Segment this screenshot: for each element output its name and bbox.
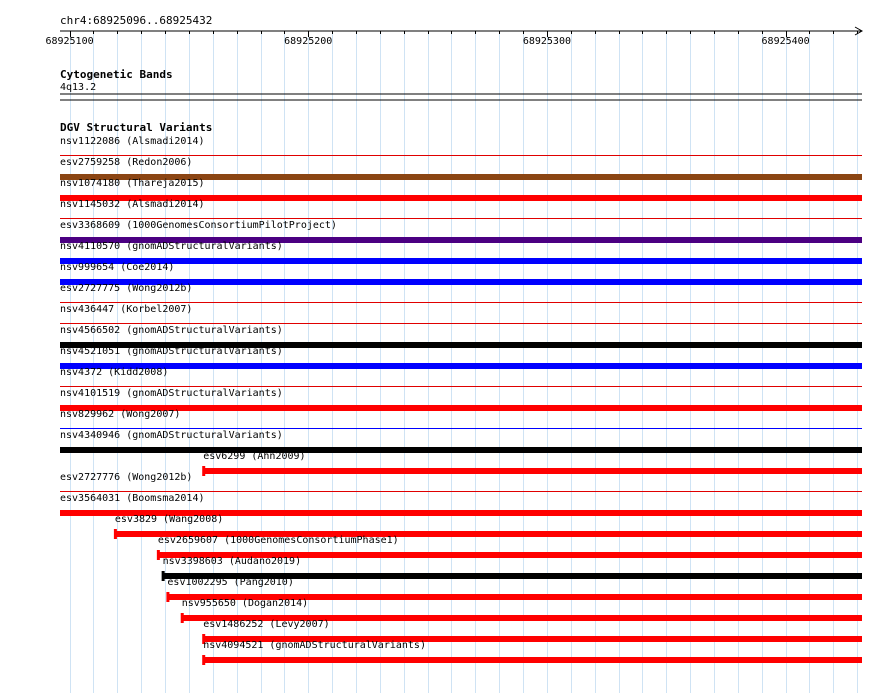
variant-label: nsv955650 (Dogan2014) xyxy=(181,598,309,609)
variant-feature[interactable] xyxy=(60,283,862,303)
variant-label: nsv1145032 (Alsmadi2014) xyxy=(60,199,205,210)
variant-label: esv1002295 (Pang2010) xyxy=(167,577,294,588)
variant-start-cap xyxy=(114,529,117,539)
variant-bar[interactable] xyxy=(60,155,862,156)
variant-feature[interactable] xyxy=(202,640,862,665)
cytogenetic-band-label: 4q13.2 xyxy=(60,82,97,93)
variant-label: esv6299 (Ahn2009) xyxy=(203,451,306,462)
variant-label: nsv1122086 (Alsmadi2014) xyxy=(60,136,205,147)
variant-start-cap xyxy=(157,550,160,560)
variant-label: esv2659607 (1000GenomesConsortiumPhase1) xyxy=(157,535,399,546)
variant-label: esv3368609 (1000GenomesConsortiumPilotProject) xyxy=(60,220,337,231)
cytogenetic-bands-track[interactable] xyxy=(60,68,862,100)
variant-label: nsv4521051 (gnomADStructuralVariants) xyxy=(60,346,283,357)
variant-feature[interactable] xyxy=(60,220,862,243)
variant-feature[interactable] xyxy=(60,178,862,201)
variant-label: nsv4110570 (gnomADStructuralVariants) xyxy=(60,241,283,252)
variant-label: nsv4094521 (gnomADStructuralVariants) xyxy=(203,640,426,651)
variant-start-cap xyxy=(166,592,169,602)
variant-feature[interactable] xyxy=(60,262,862,285)
variant-feature[interactable] xyxy=(60,157,862,180)
dgv-track-title: DGV Structural Variants xyxy=(60,121,213,134)
variant-label: nsv3398603 (Audano2019) xyxy=(162,556,302,567)
variant-label: nsv829962 (Wong2007) xyxy=(60,409,181,420)
variant-label: esv2727775 (Wong2012b) xyxy=(60,283,193,294)
variant-bar[interactable] xyxy=(203,657,862,663)
variant-bar[interactable] xyxy=(60,363,862,369)
variant-feature[interactable] xyxy=(60,493,862,516)
variant-bar[interactable] xyxy=(60,218,862,219)
variant-bar[interactable] xyxy=(60,302,862,303)
variant-feature[interactable] xyxy=(202,451,862,476)
variant-feature[interactable] xyxy=(60,367,862,387)
dgv-structural-variants-track[interactable] xyxy=(60,121,862,665)
variant-feature[interactable] xyxy=(60,346,862,369)
variant-start-cap xyxy=(202,655,205,665)
variant-label: nsv1074180 (Thareja2015) xyxy=(60,178,205,189)
variant-bar[interactable] xyxy=(60,323,862,324)
variant-bar[interactable] xyxy=(60,386,862,387)
variant-feature[interactable] xyxy=(60,136,862,156)
variant-feature[interactable] xyxy=(60,409,862,429)
variant-label: nsv999654 (Coe2014) xyxy=(60,262,175,273)
ruler-position-label: chr4:68925096..68925432 xyxy=(60,14,213,27)
variant-start-cap xyxy=(162,571,165,581)
variant-label: nsv4340946 (gnomADStructuralVariants) xyxy=(60,430,283,441)
variant-label: nsv436447 (Korbel2007) xyxy=(60,304,193,315)
variant-feature[interactable] xyxy=(60,430,862,453)
variant-bar[interactable] xyxy=(60,447,862,453)
variant-label: nsv4372 (Kidd2008) xyxy=(60,367,169,378)
variant-feature[interactable] xyxy=(60,199,862,219)
ruler[interactable] xyxy=(45,14,862,47)
ruler-tick-label: 68925400 xyxy=(761,36,810,47)
variant-label: esv2727776 (Wong2012b) xyxy=(60,472,193,483)
cytogenetic-track-title: Cytogenetic Bands xyxy=(60,68,173,81)
variant-feature[interactable] xyxy=(60,388,862,411)
variant-bar[interactable] xyxy=(203,468,862,474)
ruler-tick-label: 68925200 xyxy=(284,36,333,47)
variant-bar[interactable] xyxy=(60,258,862,264)
variant-label: nsv4101519 (gnomADStructuralVariants) xyxy=(60,388,283,399)
variant-label: esv2759258 (Redon2006) xyxy=(60,157,193,168)
variant-feature[interactable] xyxy=(60,472,862,492)
variant-label: nsv4566502 (gnomADStructuralVariants) xyxy=(60,325,283,336)
variant-label: esv1486252 (Levy2007) xyxy=(203,619,330,630)
variant-feature[interactable] xyxy=(60,304,862,324)
ruler-tick-label: 68925100 xyxy=(45,36,94,47)
variant-bar[interactable] xyxy=(60,491,862,492)
variant-start-cap xyxy=(181,613,184,623)
variant-start-cap xyxy=(202,466,205,476)
ruler-tick-label: 68925300 xyxy=(522,36,572,47)
variant-feature[interactable] xyxy=(60,325,862,348)
variant-bar[interactable] xyxy=(60,428,862,429)
variant-label: esv3829 (Wang2008) xyxy=(114,514,224,525)
dgv-features xyxy=(60,136,862,665)
variant-feature[interactable] xyxy=(60,241,862,264)
variant-label: esv3564031 (Boomsma2014) xyxy=(60,493,205,504)
